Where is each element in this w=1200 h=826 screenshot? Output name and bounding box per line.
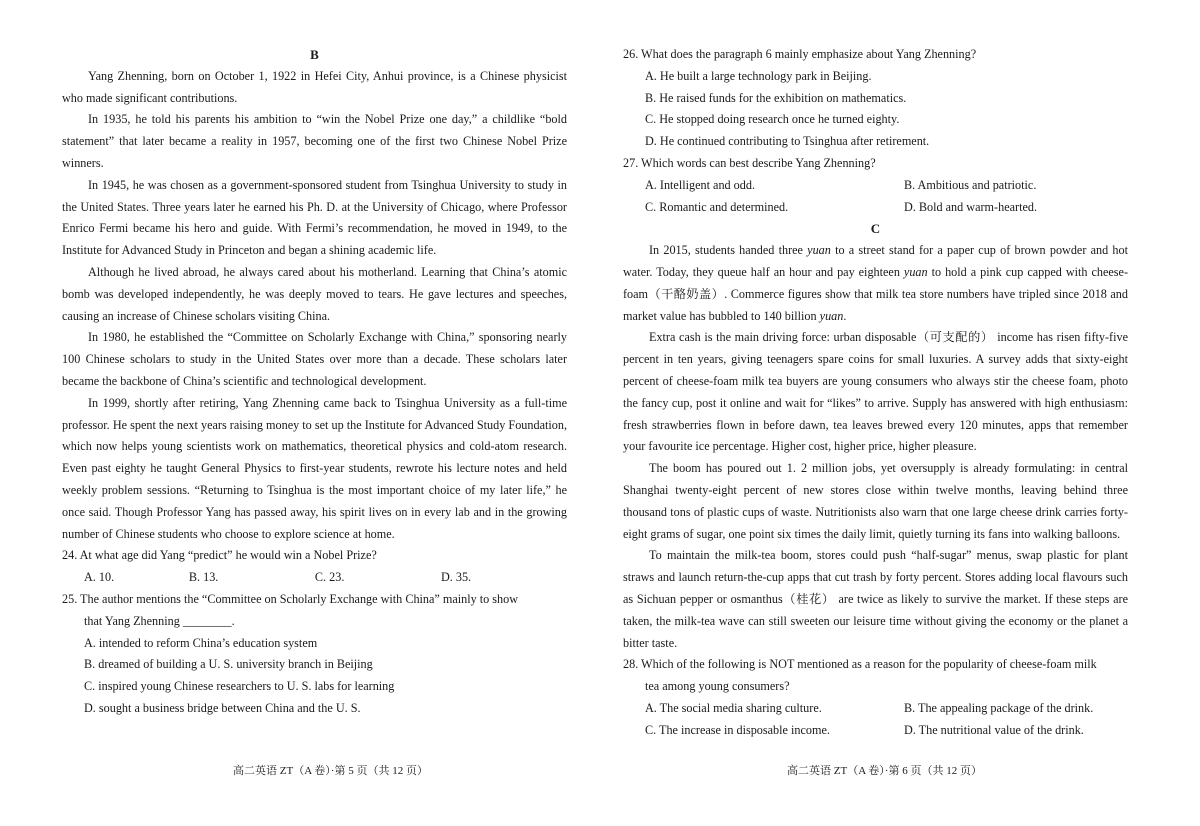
option-c: C. He stopped doing research once he turned eighty. (645, 112, 900, 127)
option-c: C. 23. (314, 570, 345, 585)
passage-b-paragraph-5: In 1980, he established the “Committee on Scholarly Exchange with China,” sponsoring nearly 100 Chinese scholars to study in the United States over more than a decade. These scholars later became the backbone of China’s scientific and technological development. (62, 330, 567, 388)
question-28-stem-line1: 28. Which of the following is NOT mentioned as a reason for the popularity of cheese-foam milk (623, 657, 1097, 672)
option-a: A. 10. (84, 570, 115, 585)
question-25-stem-line2: that Yang Zhenning ________. (84, 613, 235, 628)
section-heading-b: B (310, 47, 319, 62)
option-a: A. Intelligent and odd. (645, 177, 756, 192)
right-page (623, 44, 1128, 742)
question-28-options-row2 (623, 720, 1128, 742)
question-25-stem-line1: 25. The author mentions the “Committee on Scholarly Exchange with China” mainly to show (62, 591, 519, 606)
option-c: C. inspired young Chinese researchers to U. S. labs for learning (84, 679, 395, 694)
passage-c-paragraph-1: In 2015, students handed three yuan to a street stand for a paper cup of brown powder and hot water. Today, they queue half an hour and pay eighteen yuan to hold a pink cup capped with cheese-foam（干酪奶盖）. Commerce figures show that milk tea store numbers have tripled since 2018 and market value has bubbled to 140 billion yuan. (623, 243, 1129, 323)
option-d: D. Bold and warm-hearted. (904, 199, 1038, 214)
passage-b-paragraph-6: In 1999, shortly after retiring, Yang Zhenning came back to Tsinghua University as a full-time professor. He spent the next years raising money to set up the Institute for Advanced Study Foundation, which now helps young scientists work on mathematics, theoretical physics and cold-atom research. Even past eighty he taught General Physics to first-year students, rewrote his lecture notes and held weekly problem sessions. “Returning to Tsinghua is the most important choice of my later life,” he once said. Though Professor Yang has passed away, his spirit lives on in every lab and in the growing number of Chinese students who choose to explore science at home. (62, 395, 567, 541)
option-b: B. dreamed of building a U. S. university branch in Beijing (84, 657, 373, 672)
option-d: D. sought a business bridge between China and the U. S. (84, 700, 361, 715)
option-b: B. He raised funds for the exhibition on mathematics. (645, 90, 907, 105)
option-a: A. The social media sharing culture. (645, 700, 822, 715)
section-heading-c: C (870, 221, 881, 237)
question-27-stem: 27. Which words can best describe Yang Zhenning? (623, 155, 876, 170)
passage-c-paragraph-3: The boom has poured out 1. 2 million jobs, yet oversupply is already formulating: in central Shanghai twenty-eight percent of new stores close within twelve months, leaving behind three thousand tons of plastic cups of waste. Nutritionists also warn that one large cheese drink carries forty-eight grams of sugar, one point six times the daily limit, quietly turning its fans into walking balloons. (623, 461, 1128, 541)
option-b: B. 13. (188, 570, 219, 585)
option-c: C. The increase in disposable income. (645, 722, 830, 737)
question-26-stem: 26. What does the paragraph 6 mainly emphasize about Yang Zhenning? (623, 47, 977, 61)
option-b: B. The appealing package of the drink. (904, 700, 1094, 715)
question-25-stem (62, 589, 567, 633)
passage-b-paragraph-1: Yang Zhenning, born on October 1, 1922 in Hefei City, Anhui province, is a Chinese physicist who made significant contributions. (62, 68, 567, 105)
question-24-stem: 24. At what age did Yang “predict” he would win a Nobel Prize? (62, 548, 377, 563)
passage-c-paragraph-4: To maintain the milk-tea boom, stores could push “half-sugar” menus, swap plastic for plant straws and launch return-the-cup apps that cut trash by forty percent. Stores adding local flavours such as Sichuan pepper or osmanthus（桂花） are twice as likely to survive the market. If these steps are taken, the milk-tea wave can still sweeten our leisure time without giving the economy or the planet a bitter taste. (623, 548, 1128, 650)
question-28-stem-line2: tea among young consumers? (645, 679, 790, 694)
page-footer-right: 高二英语 ZT（A 卷）·第 6 页（共 12 页） (787, 765, 982, 777)
passage-b-paragraph-4: Although he lived abroad, he always cared about his motherland. Learning that China’s atomic bomb was developed independently, he was deeply moved to tears. He gave lectures and speeches, causing an increase of Chinese scholars visiting China. (62, 264, 567, 323)
question-28-stem (623, 654, 1128, 698)
question-24-options (62, 567, 567, 589)
option-a: A. intended to reform China’s education system (84, 635, 318, 650)
question-27-options-row1 (623, 175, 1128, 197)
question-28-options-row1 (623, 698, 1128, 720)
left-page (62, 44, 567, 720)
passage-b-paragraph-2: In 1935, he told his parents his ambition to “win the Nobel Prize one day,” a childlike “bold statement” that later became a reality in 1957, becoming one of the first two Chinese Nobel Prize winners. (62, 112, 567, 170)
option-d: D. 35. (440, 570, 472, 585)
page-footer-left: 高二英语 ZT（A 卷）·第 5 页（共 12 页） (233, 765, 428, 777)
passage-c-paragraph-2: Extra cash is the main driving force: urban disposable（可支配的） income has risen fifty-five percent in ten years, giving teenagers spare coins for small luxuries. A survey adds that sixty-eight percent of cheese-foam milk tea buyers are young consumers who always stir the cheese foam, photo the fancy cup, post it online and wait for “likes” to arrive. Supply has answered with high enthusiasm: fresh strawberries flown in before dawn, tea leaves brewed every 120 minutes, apps that remember your favourite ice percentage. Higher cost, higher price, higher pleasure. (623, 330, 1128, 454)
question-27-options-row2 (623, 197, 1128, 219)
option-c: C. Romantic and determined. (645, 199, 789, 214)
option-d: D. He continued contributing to Tsinghua after retirement. (645, 134, 930, 149)
option-b: B. Ambitious and patriotic. (904, 177, 1037, 192)
option-d: D. The nutritional value of the drink. (904, 722, 1084, 737)
option-a: A. He built a large technology park in Beijing. (645, 68, 872, 83)
passage-b-paragraph-3: In 1945, he was chosen as a government-sponsored student from Tsinghua University to study in the United States. Three years later he earned his Ph. D. at the University of Chicago, where Professor Enrico Fermi became his hero and guide. With Fermi’s recommendation, he moved in 1949, to the Institute for Advanced Study in Princeton and began a shining academic life. (62, 177, 567, 258)
